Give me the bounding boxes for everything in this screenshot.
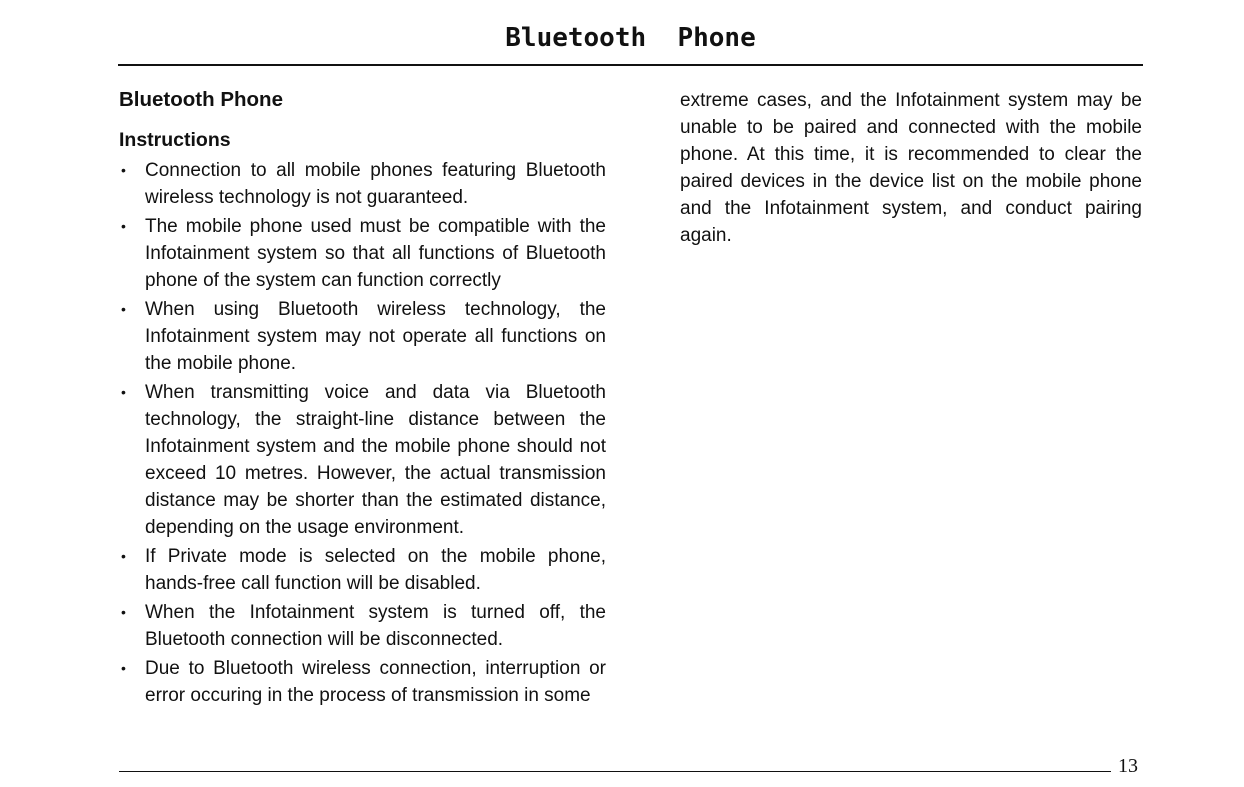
list-item-text: Due to Bluetooth wireless connection, interruption or error occuring in the process of transmission in some	[145, 658, 606, 706]
footer-divider	[119, 771, 1111, 772]
list-item-text: When the Infotainment system is turned off, the Bluetooth connection will be disconnected.	[145, 602, 606, 650]
list-item	[119, 379, 606, 541]
page-number: 13	[1118, 755, 1138, 777]
list-item	[119, 157, 606, 211]
list-item-text: When using Bluetooth wireless technology, the Infotainment system may not operate all functions on the mobile phone.	[145, 299, 606, 374]
instructions-list	[119, 157, 606, 709]
header-divider	[118, 64, 1143, 66]
bullet-icon: •	[121, 384, 126, 400]
instructions-heading: Instructions	[119, 129, 231, 151]
bullet-icon: •	[121, 660, 126, 676]
right-column	[680, 87, 1142, 249]
list-item-text: When transmitting voice and data via Bluetooth technology, the straight-line distance between the Infotainment system and the mobile phone should not exceed 10 metres. However, the actual transmission distance may be shorter than the estimated distance, depending on the usage environment.	[145, 382, 606, 538]
page-header-title: Bluetooth Phone	[505, 23, 756, 53]
section-title: Bluetooth Phone	[119, 88, 283, 111]
bullet-icon: •	[121, 604, 126, 620]
list-item	[119, 655, 606, 709]
list-item-text: If Private mode is selected on the mobile phone, hands-free call function will be disabled.	[145, 546, 606, 594]
bullet-icon: •	[121, 548, 126, 564]
bullet-icon: •	[121, 301, 126, 317]
list-item	[119, 213, 606, 294]
bullet-icon: •	[121, 218, 126, 234]
list-item	[119, 296, 606, 377]
left-column	[119, 86, 606, 711]
list-item-text: The mobile phone used must be compatible with the Infotainment system so that all functions of Bluetooth phone of the system can function correctly	[145, 216, 606, 291]
continuation-paragraph: extreme cases, and the Infotainment system may be unable to be paired and connected with the mobile phone. At this time, it is recommended to clear the paired devices in the device list on the mobile phone and the Infotainment system, and conduct pairing again.	[680, 90, 1142, 246]
list-item	[119, 599, 606, 653]
list-item-text: Connection to all mobile phones featuring Bluetooth wireless technology is not guaranteed.	[145, 160, 606, 208]
bullet-icon: •	[121, 162, 126, 178]
list-item	[119, 543, 606, 597]
